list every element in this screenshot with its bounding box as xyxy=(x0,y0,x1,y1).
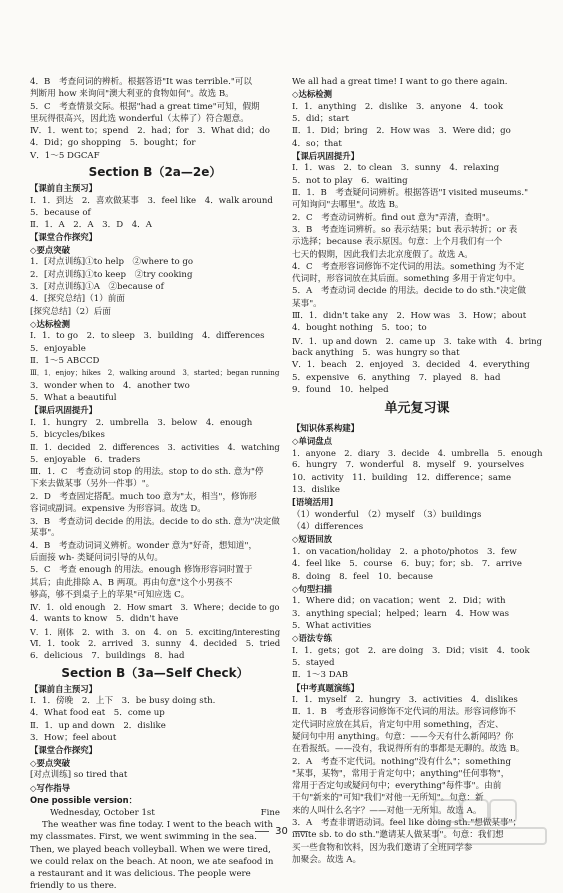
essay-date-line xyxy=(30,807,280,819)
answer-line: 常用于否定句或疑问句中；everything"每件事"。由前 xyxy=(292,781,502,792)
answer-line: 其后；由此排除 A、B 两项。再由句意"这个小男孩不 xyxy=(30,577,233,588)
answer-line: Ⅱ．1～5 ABCCD xyxy=(30,356,100,367)
answer-line: Ⅱ．1．decided 2．differences 3．activities 4．watching xyxy=(30,442,280,453)
section-title: Section B（2a—2e） xyxy=(88,165,222,180)
answer-line: 5．A 考查动词 decide 的用法。decide to do sth."决定做 xyxy=(292,286,526,297)
answer-line: 3．A 考查非谓语动词。feel like doing sth."想做某事"； xyxy=(292,818,522,829)
answer-line: Ⅱ．1～3 DAB xyxy=(292,670,349,681)
answer-line: 3．anything special；helped；learn 4．How was xyxy=(292,608,510,619)
answer-line: invite sb. to do sth."邀请某人做某事"。句意：我们想 xyxy=(292,830,504,841)
right-column xyxy=(292,76,542,866)
answer-line: back anything 5．was hungry so that xyxy=(292,347,460,358)
answer-line: 1．Where did；on vacation；went 2．Did；with xyxy=(292,596,506,607)
answer-line: 某事"。 xyxy=(30,528,60,539)
answer-line: Ⅱ．1．up and down 2．dislike xyxy=(30,720,166,731)
section-heading: ◇要点突破 xyxy=(30,244,70,255)
answer-line: 5．enjoyable 6．traders xyxy=(30,454,141,465)
answer-line: 5．not to play 6．waiting xyxy=(292,175,408,186)
answer-line: 3．[对点训练]①A ②because of xyxy=(30,282,164,293)
section-heading: 【课后巩固提升】 xyxy=(30,405,97,416)
answer-line: Ⅴ．1．beach 2．enjoyed 3．decided 4．everything xyxy=(292,360,530,371)
answer-line: 4．C 考查形容词修饰不定代词的用法。something 为不定 xyxy=(292,261,525,272)
section-heading: 【课后巩固提升】 xyxy=(292,150,359,161)
answer-line: "某事，某物"，常用于肯定句中；anything"任何事物"， xyxy=(292,768,510,779)
answer-line: 下来去做某事（另外一件事）"。 xyxy=(30,479,155,490)
answer-line: 13．dislike xyxy=(292,485,340,496)
answer-line: 定代词时应放在其后，肯定句中用 something，否定、 xyxy=(292,719,504,730)
answer-line: 5．did；start xyxy=(292,114,349,125)
answer-line: Ⅴ．1．刚体 2．with 3．on 4．on 5．exciting/interesting xyxy=(30,626,281,637)
section-heading: 【知识体系构建】 xyxy=(292,423,359,434)
answer-line: 1．anyone 2．diary 3．decide 4．umbrella 5．enough xyxy=(292,448,543,459)
answer-line: 8．doing 8．feel 10．because xyxy=(292,571,433,582)
answer-line: 某事"。 xyxy=(292,298,322,309)
answer-line: 2．A 考查不定代词。nothing"没有什么"；something xyxy=(292,756,511,767)
section-heading: [语境活用] xyxy=(292,497,334,508)
answer-line: 疑问句中用 anything。句意：——今天有什么新闻吗？你 xyxy=(292,731,514,742)
answer-line: （1）wonderful （2）myself （3）buildings xyxy=(292,509,482,520)
answer-line: 七天的假期，因此我们去北京度假了。故选 A。 xyxy=(292,249,473,260)
answer-line: 10．activity 11．building 12．difference；same xyxy=(292,472,512,483)
answer-line: 4．so；that xyxy=(292,138,342,149)
answer-line: 里玩得很高兴，因此选 wonderful（太棒了）符合题意。 xyxy=(30,113,249,124)
answer-line: 来的人叫什么名字？——对他一无所知。故选 A。 xyxy=(292,805,482,816)
answer-line: 4．What food eat 5．come up xyxy=(30,708,165,719)
answer-line: 1．[对点训练]①to help ②where to go xyxy=(30,257,194,268)
answer-line: 4．B 考查动词词义辨析。wonder 意为"好奇，想知道"， xyxy=(30,540,258,551)
answer-line: Ⅱ．1．A 2．A 3．D 4．A xyxy=(30,220,152,231)
section-title: 单元复习课 xyxy=(384,401,450,417)
answer-line: Ⅱ．1．Did；bring 2．How was 3．Were did；go xyxy=(292,126,511,137)
answer-line: 4．bought nothing 5．too；to xyxy=(292,323,427,334)
answer-line: 9．found 10．helped xyxy=(292,384,389,395)
answer-line: We all had a great time! I want to go there again. xyxy=(292,77,508,87)
answer-line: 4．B 考查问词的辨析。根据答语"It was terrible."可以 xyxy=(30,77,252,87)
answer-line: 5．C 考查 enough 的用法。enough 修饰形容词时置于 xyxy=(30,565,253,576)
essay-date: Wednesday, October 1st xyxy=(50,807,155,818)
answer-line: 代词时，形容词放在其后面。something 多用于肯定句中。 xyxy=(292,274,521,285)
answer-line: 判断用 how 来询问"澳大利亚的食物如何"。故选 B。 xyxy=(30,89,234,100)
watermark-logo xyxy=(432,796,552,848)
answer-line: 2．[对点训练]①to keep ②try cooking xyxy=(30,269,193,280)
answer-line: Ⅳ．1．old enough 2．How smart 3．Where；decide to go xyxy=(30,602,280,613)
section-heading: ◇语法专练 xyxy=(292,633,332,644)
answer-line: Ⅰ．1．was 2．to clean 3．sunny 4．relaxing xyxy=(292,163,500,174)
answer-line: 后面接 wh- 类疑问词引导的从句。 xyxy=(30,553,163,563)
section-heading: 【中考真题演练】 xyxy=(292,682,359,693)
section-heading: 【课前自主预习】 xyxy=(30,683,97,694)
answer-line: Ⅵ．1．took 2．arrived 3．sunny 4．decided 5．tried xyxy=(30,639,281,650)
answer-line: 可知询问"去哪里"。故选 B。 xyxy=(292,200,404,211)
answer-line: 3．How；feel about xyxy=(30,733,117,744)
answer-line: 5．expensive 6．anything 7．played 8．had xyxy=(292,372,501,383)
answer-line: 4．wants to know 5．didn't have xyxy=(30,614,179,625)
answer-line: （4）differences xyxy=(292,522,364,533)
footer-dash-right xyxy=(294,831,308,832)
answer-line: [探究总结]（2）后面 xyxy=(30,306,111,317)
footer-dash-left xyxy=(255,831,269,832)
answer-line: Ⅲ．1．enjoy；hikes 2．walking around 3．started；began running xyxy=(30,368,280,378)
section-title: Section B（3a—Self Check） xyxy=(61,665,249,680)
answer-line: 加聚会。故选 A。 xyxy=(292,854,362,865)
section-heading: ◇达标检测 xyxy=(30,318,70,329)
essay-weather: Fine xyxy=(260,807,280,818)
section-heading: ◇单词盘点 xyxy=(292,435,332,446)
answer-line: 6．delicious 7．buildings 8．had xyxy=(30,651,185,662)
answer-line: 在看报纸。——没有，我说得所有的事都是无聊的。故选 B。 xyxy=(292,744,525,755)
answer-line: 5．because of xyxy=(30,207,91,218)
section-heading: 【课前自主预习】 xyxy=(30,183,97,194)
answer-line: 买一些食物和饮料，因为我们邀请了全班同学参 xyxy=(292,842,473,853)
answer-line: 够高，够不到桌子上的苹果"可知应选 C。 xyxy=(30,589,190,600)
page-number: 30 xyxy=(275,826,288,837)
answer-line: 5．What activities xyxy=(292,620,372,631)
answer-line: 1．on vacation/holiday 2．a photo/photos 3．few xyxy=(292,546,517,557)
answer-line: Ⅰ．1．hungry 2．umbrella 3．below 4．enough xyxy=(30,417,253,428)
answer-line: 4．feel like 5．course 6．buy；for；sb. 7．arrive xyxy=(292,559,522,570)
answer-line: 5．What a beautiful xyxy=(30,392,117,403)
answer-line: 4．[探究总结]（1）前面 xyxy=(30,294,125,305)
section-heading: 【课堂合作探究】 xyxy=(30,745,97,756)
answer-line: 3．B 考查连词辨析。so 表示结果；but 表示转折；or 表 xyxy=(292,224,518,235)
section-heading: ◇句型扫描 xyxy=(292,583,332,594)
answer-line: Ⅰ．1．to go 2．to sleep 3．building 4．differences xyxy=(30,331,265,342)
answer-line: 5．stayed xyxy=(292,657,335,668)
section-heading: ◇达标检测 xyxy=(292,89,332,100)
answer-line: Ⅰ．1．anything 2．dislike 3．anyone 4．took xyxy=(292,101,504,112)
essay-text: The weather was fine today. I went to the beach with my classmates. First, we went swimming in the sea. Then, we played beach volleyball. When we were tired, we could relax on the beach. At noon, we ate seafood in a restaurant and it was delicious. The people were friendly to us there. xyxy=(30,819,274,892)
answer-line: Ⅲ．1．C 考查动词 stop 的用法。stop to do sth. 意为"停 xyxy=(30,466,264,477)
section-heading: 【课堂合作探究】 xyxy=(30,232,97,243)
answer-line: 4．Did；go shopping 5．bought；for xyxy=(30,138,196,149)
section-heading: ◇要点突破 xyxy=(30,757,70,768)
answer-line: 5．enjoyable xyxy=(30,343,86,354)
answer-line: 3．wonder when to 4．another two xyxy=(30,380,190,391)
answer-line: 5．C 考查情景交际。根据"had a great time"可知，假期 xyxy=(30,101,260,112)
section-heading: ◇写作指导 xyxy=(30,782,70,793)
answer-line: 6．hungry 7．wonderful 8．myself 9．yourselves xyxy=(292,460,525,471)
answer-line: Ⅱ．1．B 考查形容词修饰不定代词的用法。形容词修饰不 xyxy=(292,707,516,718)
section-heading: ◇短语回放 xyxy=(292,534,332,545)
answer-line: Ⅰ．1．myself 2．hungry 3．activities 4．dislikes xyxy=(292,695,518,706)
answer-line: Ⅰ．1．傍晚 2．上下 3．be busy doing sth. xyxy=(30,696,216,707)
section-heading: One possible version： xyxy=(30,795,137,806)
answer-line: Ⅲ．1．didn't take any 2．How was 3．How；about xyxy=(292,311,527,322)
answer-line: [对点训练] so tired that xyxy=(30,770,128,781)
answer-line: Ⅳ．1．up and down 2．came up 3．take with 4．bring xyxy=(292,335,542,346)
answer-line: Ⅰ．1．gets；got 2．are doing 3．Did；visit 4．took xyxy=(292,645,530,656)
answer-line: Ⅳ．1．went to；spend 2．had；for 3．What did；do xyxy=(30,126,270,137)
answer-line: 示选择；because 表示原因。句意：上个月我们有一个 xyxy=(292,237,503,248)
answer-line: 3．B 考查动词 decide 的用法。decide to do sth. 意为"决定做 xyxy=(30,516,280,527)
answer-line: Ⅰ．1．到达 2．喜欢做某事 3．feel like 4．walk around xyxy=(30,195,273,206)
answer-line: Ⅴ．1～5 DGCAF xyxy=(30,150,100,161)
left-column xyxy=(30,76,280,893)
answer-line: 干句"新来的"可知"我们"对他一无所知"。句意：新 xyxy=(292,793,484,804)
answer-line: 容词或副词。expensive 为形容词。故选 D。 xyxy=(30,503,206,514)
answer-line: 5．bicycles/bikes xyxy=(30,430,105,441)
answer-line: 2．C 考查动词辨析。find out 意为"弄清，查明"。 xyxy=(292,212,495,223)
answer-line: 2．D 考查固定搭配。much too 意为"太，相当"，修饰形 xyxy=(30,491,257,502)
answer-line: Ⅱ．1．B 考查疑问词辨析。根据答语"I visited museums." xyxy=(292,188,529,199)
